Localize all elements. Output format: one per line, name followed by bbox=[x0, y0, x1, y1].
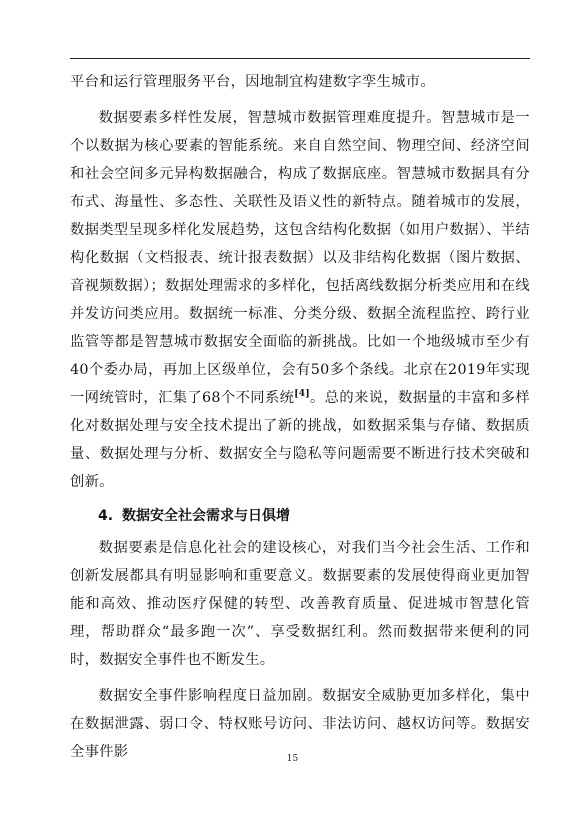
section-number: 4. bbox=[98, 508, 114, 524]
paragraph-continuation: 平台和运行管理服务平台，因地制宜构建数字孪生城市。 bbox=[70, 74, 435, 90]
header-rule bbox=[70, 58, 530, 59]
paragraph-data-diversity bbox=[70, 104, 530, 496]
section-heading bbox=[70, 502, 530, 530]
paragraph-security-incidents: 数据安全事件影响程度日益加剧。数据安全威胁更加多样化，集中在数据泄露、弱口令、特权账号访问、非法访问、越权访问等。数据安全事件影 bbox=[70, 688, 530, 760]
paragraph-text: 。总的来说，数据量的丰富和多样化对数据处理与安全技术提出了新的挑战，如数据采集与存储、数据质量、数据处理与分析、数据安全与隐私等问题需要不断进行技术突破和创新。 bbox=[70, 390, 530, 490]
section-title: 数据安全社会需求与日俱增 bbox=[122, 508, 290, 524]
page-number: 15 bbox=[286, 754, 299, 764]
paragraph-data-elements: 数据要素是信息化社会的建设核心，对我们当今社会生活、工作和创新发展都具有明显影响和重要意义。数据要素的发展使得商业更加智能和高效、推动医疗保健的转型、改善教育质量、促进城市智慧化管理，帮助群众“最多跑一次”、享受数据红利。然而数据带来便利的同时，数据安全事件也不断发生。 bbox=[70, 540, 530, 668]
citation-marker: [4] bbox=[294, 389, 310, 400]
page-body bbox=[70, 68, 530, 766]
paragraph-text: 数据要素多样性发展，智慧城市数据管理难度提升。智慧城市是一个以数据为核心要素的智能系统。来自自然空间、物理空间、经济空间和社会空间多元异构数据融合，构成了数据底座。智慧城市数据具有分布式、海量性、多态性、关联性及语义性的新特点。随着城市的发展，数据类型呈现多样化发展趋势，这包含结构化数据（如用户数据）、半结构化数据（文档报表、统计报表数据）以及非结构化数据（图片数据、音视频数据）；数据处理需求的多样化，包括离线数据分析类应用和在线并发访问类应用。数据统一标准、分类分级、数据全流程监控、跨行业监管等都是智慧城市数据安全面临的新挑战。比如一个地级城市至少有40个委办局，再加上区级单位，会有50多个条线。北京在2019年实现一网统管时，汇集了68个不同系统 bbox=[70, 110, 530, 406]
